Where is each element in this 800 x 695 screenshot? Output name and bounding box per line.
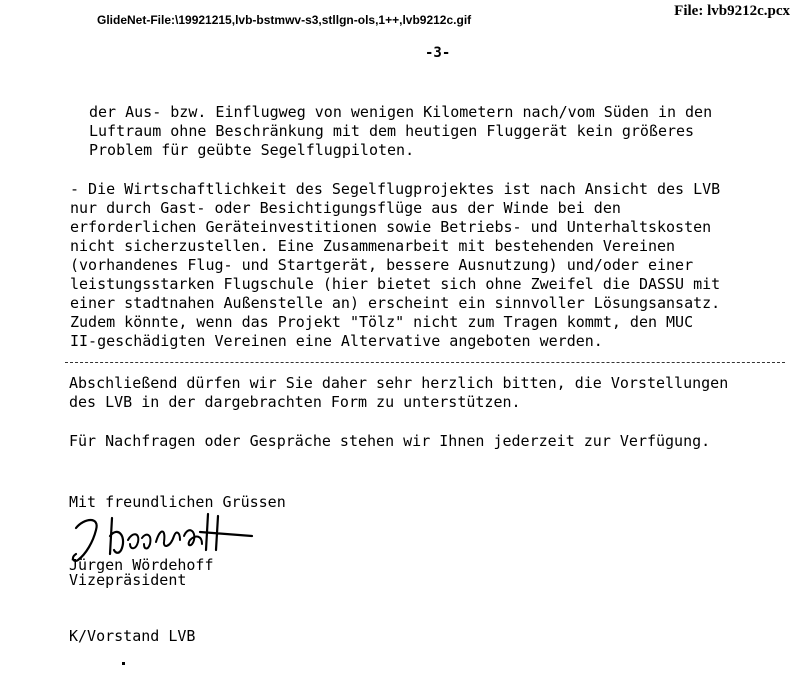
- signer-role: Vizepräsident: [69, 571, 187, 589]
- page-number: -3-: [425, 45, 451, 61]
- file-name-header: File: lvb9212c.pcx: [674, 3, 790, 19]
- scan-speck: [122, 662, 125, 665]
- text-line: II-geschädigten Vereinen eine Altervative angeboten werden.: [70, 332, 603, 350]
- paragraph-continuation: [89, 103, 712, 160]
- text-line: der Aus- bzw. Einflugweg von wenigen Kilometern nach/vom Süden in den: [89, 103, 713, 121]
- paragraph-request: [69, 374, 728, 412]
- signer-name: Jürgen Wördehoff: [69, 556, 214, 574]
- closing-greeting: Mit freundlichen Grüssen: [69, 493, 286, 511]
- paragraph-economics: [70, 180, 720, 351]
- text-line: nicht sicherzustellen. Eine Zusammenarbeit mit bestehenden Vereinen: [70, 237, 676, 255]
- text-line: Luftraum ohne Beschränkung mit dem heutigen Fluggerät kein größeres: [89, 122, 695, 140]
- text-line: (vorhandenes Flug- und Startgerät, bessere Ausnutzung) und/oder einer: [70, 256, 694, 274]
- text-line: leistungsstarken Flugschule (hier bietet sich ohne Zweifel die DASSU mit: [70, 275, 721, 293]
- text-line: Abschließend dürfen wir Sie daher sehr herzlich bitten, die Vorstellungen: [69, 374, 729, 392]
- text-line: des LVB in der dargebrachten Form zu unterstützen.: [69, 393, 521, 411]
- text-line: einer stadtnahen Außenstelle an) erscheint ein sinnvoller Lösungsansatz.: [70, 294, 721, 312]
- distribution-note: K/Vorstand LVB: [69, 627, 196, 645]
- paragraph-contact: [69, 432, 710, 451]
- scan-separator-line: [65, 362, 785, 363]
- file-path-header: GlideNet-File:\19921215,lvb-bstmwv-s3,stllgn-ols,1++,lvb9212c.gif: [97, 13, 472, 27]
- text-line: nur durch Gast- oder Besichtigungsflüge aus der Winde bei den: [70, 199, 621, 217]
- text-line: Zudem könnte, wenn das Projekt "Tölz" nicht zum Tragen kommt, den MUC: [70, 313, 694, 331]
- text-line: erforderlichen Geräteinvestitionen sowie Betriebs- und Unterhaltskosten: [70, 218, 712, 236]
- text-line: Problem für geübte Segelflugpiloten.: [89, 141, 415, 159]
- text-line: Für Nachfragen oder Gespräche stehen wir Ihnen jederzeit zur Verfügung.: [69, 432, 711, 450]
- text-line: - Die Wirtschaftlichkeit des Segelflugprojektes ist nach Ansicht des LVB: [70, 180, 721, 198]
